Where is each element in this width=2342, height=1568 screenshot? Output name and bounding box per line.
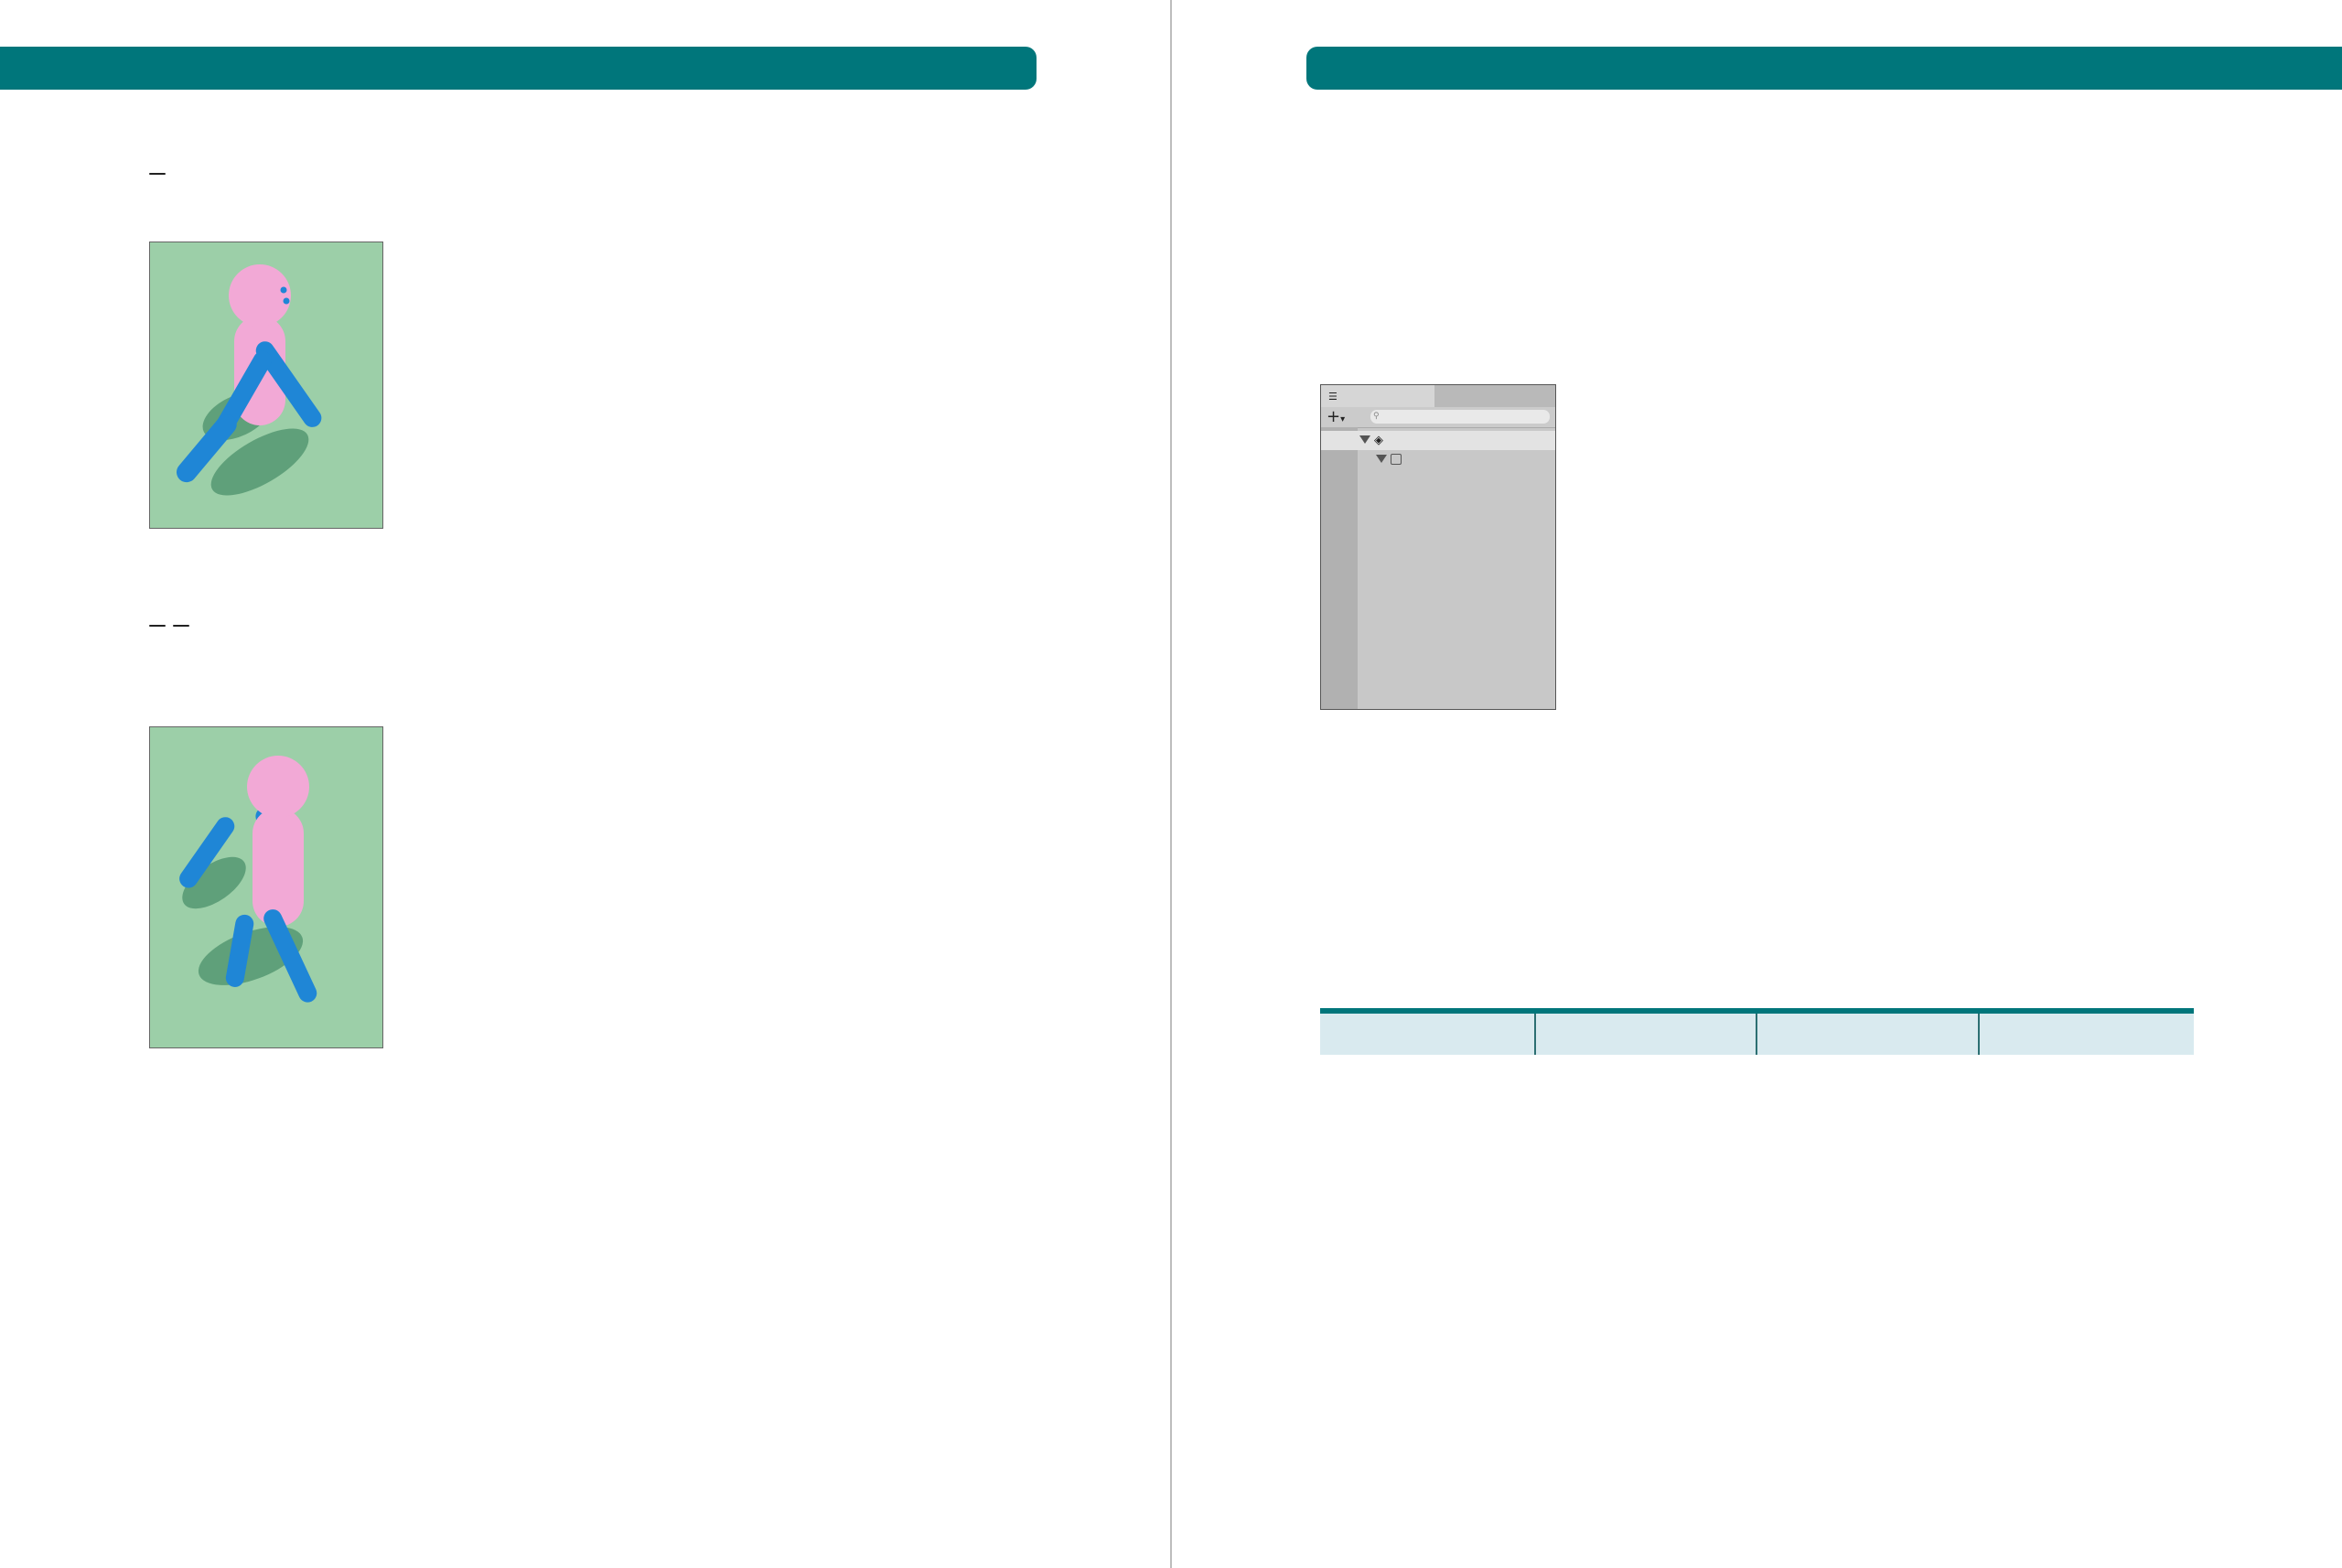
figure-turned-man xyxy=(149,726,383,1048)
figure-caption-10-2 xyxy=(149,545,156,567)
left-column-top xyxy=(149,152,1022,200)
body-parts-table xyxy=(1320,1008,2194,1055)
figure-caption-10-3 xyxy=(149,1064,156,1086)
search-icon: ⚲ xyxy=(1373,412,1380,421)
right-column-top xyxy=(1320,152,2193,167)
turned-man-illustration xyxy=(150,727,382,1047)
left-arrow-key xyxy=(149,625,166,627)
expand-arrow-icon[interactable] xyxy=(1359,435,1370,444)
add-icon[interactable]: +▾ xyxy=(1327,407,1346,426)
right-page xyxy=(1172,0,2342,1568)
left-column-mid xyxy=(149,604,1022,652)
hierarchy-view-screenshot xyxy=(1320,384,1556,710)
hierarchy-tabbar xyxy=(1321,385,1555,407)
menu-icon: ☰ xyxy=(1328,390,1338,403)
column-header xyxy=(1979,1011,2194,1055)
tree-item-mensch[interactable] xyxy=(1321,450,1555,469)
gameobject-cube-icon xyxy=(1391,454,1402,465)
running-header-left xyxy=(0,47,1037,90)
hierarchy-toolbar xyxy=(1321,407,1555,428)
tree-item-scene[interactable] xyxy=(1321,431,1555,450)
hierarchy-tab[interactable] xyxy=(1321,385,1434,407)
column-header xyxy=(1535,1011,1757,1055)
figure-caption-10-4 xyxy=(1320,727,1327,749)
hierarchy-search-input[interactable] xyxy=(1370,410,1550,424)
unity-scene-icon: ◈ xyxy=(1374,434,1383,447)
up-arrow-key xyxy=(149,173,166,175)
table-header-row xyxy=(1320,1011,2194,1055)
column-header xyxy=(1756,1011,1979,1055)
paragraph-forward-key xyxy=(149,152,1022,185)
right-column-mid xyxy=(1320,787,2193,802)
running-header-right xyxy=(1306,47,2342,90)
hierarchy-tree xyxy=(1321,431,1555,469)
section-heading-10-1-2 xyxy=(149,1142,1022,1167)
right-arrow-key xyxy=(173,625,189,627)
walking-man-illustration xyxy=(150,242,382,528)
expand-arrow-icon[interactable] xyxy=(1376,455,1387,463)
left-page xyxy=(0,0,1170,1568)
figure-walking-man xyxy=(149,242,383,529)
column-header xyxy=(1320,1011,1535,1055)
left-column-bottom xyxy=(149,1142,1022,1183)
paragraph-turn-keys xyxy=(149,604,1022,637)
table-caption-10-1 xyxy=(1320,1402,1327,1424)
